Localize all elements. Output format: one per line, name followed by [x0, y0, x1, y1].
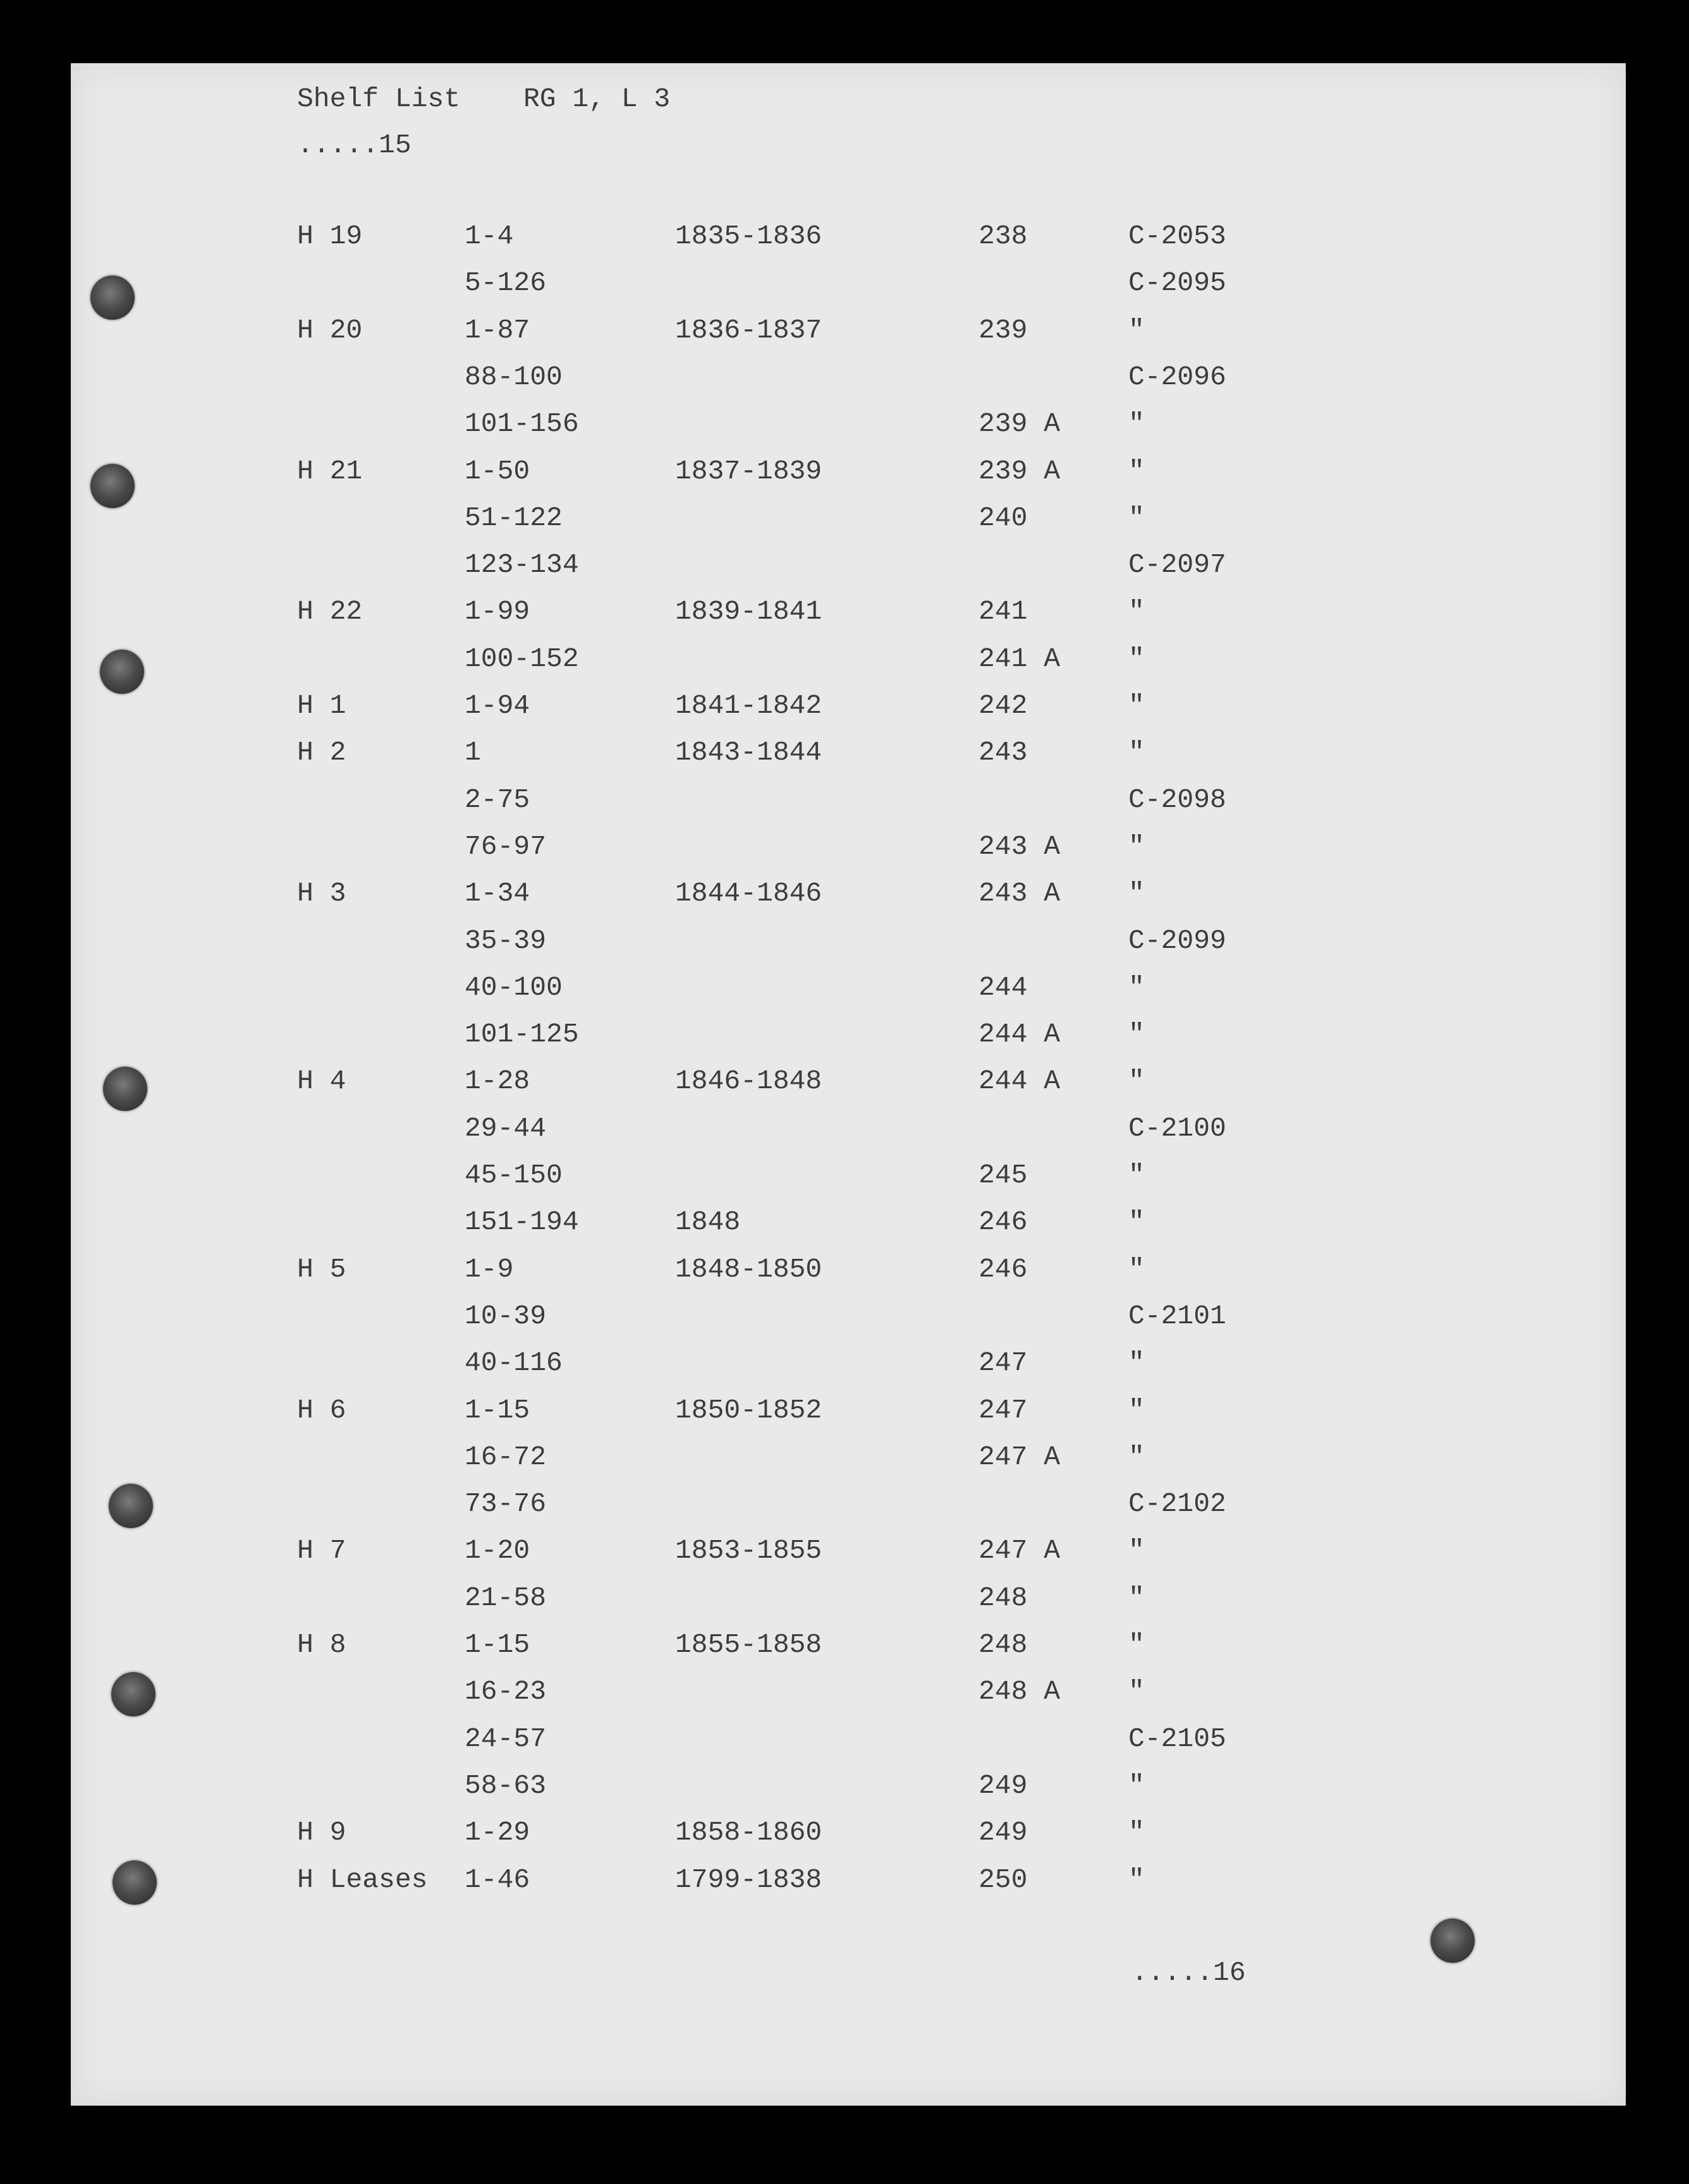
- series-cell: H 20: [297, 315, 363, 346]
- reel-cell: ": [1128, 1817, 1145, 1848]
- volume-cell: 244 A: [979, 1065, 1061, 1096]
- reel-cell: ": [1128, 1347, 1145, 1378]
- item-range-cell: 16-72: [465, 1441, 547, 1472]
- punch-hole: [111, 1672, 155, 1716]
- volume-cell: 243 A: [979, 878, 1061, 909]
- series-cell: H 3: [297, 878, 346, 909]
- reel-cell: ": [1128, 878, 1145, 909]
- item-range-cell: 101-125: [465, 1019, 579, 1050]
- item-range-cell: 40-116: [465, 1347, 563, 1378]
- shelf-list-title: Shelf List: [297, 83, 461, 114]
- item-range-cell: 45-150: [465, 1160, 563, 1191]
- years-cell: 1848: [675, 1206, 741, 1237]
- series-cell: H 5: [297, 1254, 346, 1285]
- volume-cell: 249: [979, 1770, 1028, 1801]
- years-cell: 1836-1837: [675, 315, 822, 346]
- reel-cell: ": [1128, 1535, 1145, 1566]
- years-cell: 1841-1842: [675, 690, 822, 721]
- reel-cell: ": [1128, 1206, 1145, 1237]
- series-cell: H 21: [297, 456, 363, 487]
- volume-cell: 243 A: [979, 831, 1061, 862]
- volume-cell: 244 A: [979, 1019, 1061, 1050]
- reel-cell: ": [1128, 408, 1145, 439]
- reel-cell: ": [1128, 1770, 1145, 1801]
- volume-cell: 241 A: [979, 643, 1061, 674]
- years-cell: 1843-1844: [675, 737, 822, 768]
- reel-cell: C-2101: [1128, 1301, 1226, 1332]
- reel-cell: ": [1128, 1065, 1145, 1096]
- item-range-cell: 10-39: [465, 1301, 547, 1332]
- punch-hole: [90, 276, 135, 320]
- item-range-cell: 1-4: [465, 221, 514, 252]
- series-cell: H 1: [297, 690, 346, 721]
- volume-cell: 245: [979, 1160, 1028, 1191]
- volume-cell: 249: [979, 1817, 1028, 1848]
- item-range-cell: 1: [465, 737, 481, 768]
- volume-cell: 247 A: [979, 1441, 1061, 1472]
- item-range-cell: 1-15: [465, 1629, 530, 1660]
- item-range-cell: 1-20: [465, 1535, 530, 1566]
- series-cell: H 6: [297, 1395, 346, 1426]
- reel-cell: ": [1128, 1395, 1145, 1426]
- reel-cell: C-2095: [1128, 267, 1226, 298]
- item-range-cell: 35-39: [465, 925, 547, 956]
- volume-cell: 248 A: [979, 1676, 1061, 1707]
- item-range-cell: 51-122: [465, 502, 563, 533]
- volume-cell: 244: [979, 972, 1028, 1003]
- volume-cell: 248: [979, 1582, 1028, 1613]
- reel-cell: C-2102: [1128, 1488, 1226, 1519]
- punch-hole: [1430, 1919, 1475, 1963]
- reel-cell: C-2105: [1128, 1723, 1226, 1754]
- volume-cell: 246: [979, 1206, 1028, 1237]
- item-range-cell: 100-152: [465, 643, 579, 674]
- item-range-cell: 2-75: [465, 784, 530, 815]
- series-cell: H 4: [297, 1065, 346, 1096]
- item-range-cell: 5-126: [465, 267, 547, 298]
- years-cell: 1844-1846: [675, 878, 822, 909]
- volume-cell: 239: [979, 315, 1028, 346]
- item-range-cell: 88-100: [465, 361, 563, 392]
- volume-cell: 240: [979, 502, 1028, 533]
- volume-cell: 243: [979, 737, 1028, 768]
- years-cell: 1837-1839: [675, 456, 822, 487]
- punch-hole: [103, 1067, 147, 1111]
- reel-cell: ": [1128, 1864, 1145, 1895]
- next-page-marker: .....16: [1131, 1957, 1246, 1988]
- reel-cell: ": [1128, 596, 1145, 627]
- years-cell: 1846-1848: [675, 1065, 822, 1096]
- series-cell: H 8: [297, 1629, 346, 1660]
- item-range-cell: 58-63: [465, 1770, 547, 1801]
- punch-hole: [100, 650, 144, 694]
- item-range-cell: 1-94: [465, 690, 530, 721]
- item-range-cell: 16-23: [465, 1676, 547, 1707]
- reel-cell: ": [1128, 1441, 1145, 1472]
- reel-cell: ": [1128, 972, 1145, 1003]
- reel-cell: ": [1128, 690, 1145, 721]
- reel-cell: C-2098: [1128, 784, 1226, 815]
- item-range-cell: 24-57: [465, 1723, 547, 1754]
- volume-cell: 239 A: [979, 456, 1061, 487]
- reel-cell: ": [1128, 1629, 1145, 1660]
- years-cell: 1855-1858: [675, 1629, 822, 1660]
- series-cell: H 19: [297, 221, 363, 252]
- punch-hole: [109, 1484, 153, 1528]
- volume-cell: 239 A: [979, 408, 1061, 439]
- item-range-cell: 1-29: [465, 1817, 530, 1848]
- volume-cell: 241: [979, 596, 1028, 627]
- years-cell: 1839-1841: [675, 596, 822, 627]
- item-range-cell: 21-58: [465, 1582, 547, 1613]
- years-cell: 1835-1836: [675, 221, 822, 252]
- volume-cell: 250: [979, 1864, 1028, 1895]
- volume-cell: 247: [979, 1347, 1028, 1378]
- reel-cell: ": [1128, 1676, 1145, 1707]
- item-range-cell: 1-46: [465, 1864, 530, 1895]
- years-cell: 1858-1860: [675, 1817, 822, 1848]
- reel-cell: C-2097: [1128, 549, 1226, 580]
- reel-cell: ": [1128, 456, 1145, 487]
- reel-cell: C-2100: [1128, 1113, 1226, 1144]
- series-cell: H 7: [297, 1535, 346, 1566]
- item-range-cell: 1-99: [465, 596, 530, 627]
- previous-page-marker: .....15: [297, 130, 412, 161]
- item-range-cell: 1-15: [465, 1395, 530, 1426]
- item-range-cell: 123-134: [465, 549, 579, 580]
- volume-cell: 248: [979, 1629, 1028, 1660]
- reel-cell: C-2099: [1128, 925, 1226, 956]
- record-group-ref: RG 1, L 3: [523, 83, 671, 114]
- item-range-cell: 1-34: [465, 878, 530, 909]
- item-range-cell: 29-44: [465, 1113, 547, 1144]
- reel-cell: ": [1128, 502, 1145, 533]
- item-range-cell: 1-87: [465, 315, 530, 346]
- item-range-cell: 151-194: [465, 1206, 579, 1237]
- years-cell: 1799-1838: [675, 1864, 822, 1895]
- volume-cell: 247 A: [979, 1535, 1061, 1566]
- years-cell: 1848-1850: [675, 1254, 822, 1285]
- years-cell: 1853-1855: [675, 1535, 822, 1566]
- item-range-cell: 1-28: [465, 1065, 530, 1096]
- reel-cell: ": [1128, 1582, 1145, 1613]
- reel-cell: ": [1128, 831, 1145, 862]
- item-range-cell: 73-76: [465, 1488, 547, 1519]
- volume-cell: 246: [979, 1254, 1028, 1285]
- reel-cell: ": [1128, 1019, 1145, 1050]
- item-range-cell: 76-97: [465, 831, 547, 862]
- volume-cell: 242: [979, 690, 1028, 721]
- item-range-cell: 1-9: [465, 1254, 514, 1285]
- volume-cell: 238: [979, 221, 1028, 252]
- series-cell: H Leases: [297, 1864, 428, 1895]
- reel-cell: C-2053: [1128, 221, 1226, 252]
- punch-hole: [90, 464, 135, 508]
- item-range-cell: 101-156: [465, 408, 579, 439]
- reel-cell: ": [1128, 1160, 1145, 1191]
- years-cell: 1850-1852: [675, 1395, 822, 1426]
- reel-cell: ": [1128, 643, 1145, 674]
- reel-cell: ": [1128, 315, 1145, 346]
- reel-cell: ": [1128, 737, 1145, 768]
- series-cell: H 2: [297, 737, 346, 768]
- item-range-cell: 1-50: [465, 456, 530, 487]
- reel-cell: ": [1128, 1254, 1145, 1285]
- reel-cell: C-2096: [1128, 361, 1226, 392]
- series-cell: H 9: [297, 1817, 346, 1848]
- punch-hole: [113, 1860, 157, 1905]
- item-range-cell: 40-100: [465, 972, 563, 1003]
- series-cell: H 22: [297, 596, 363, 627]
- volume-cell: 247: [979, 1395, 1028, 1426]
